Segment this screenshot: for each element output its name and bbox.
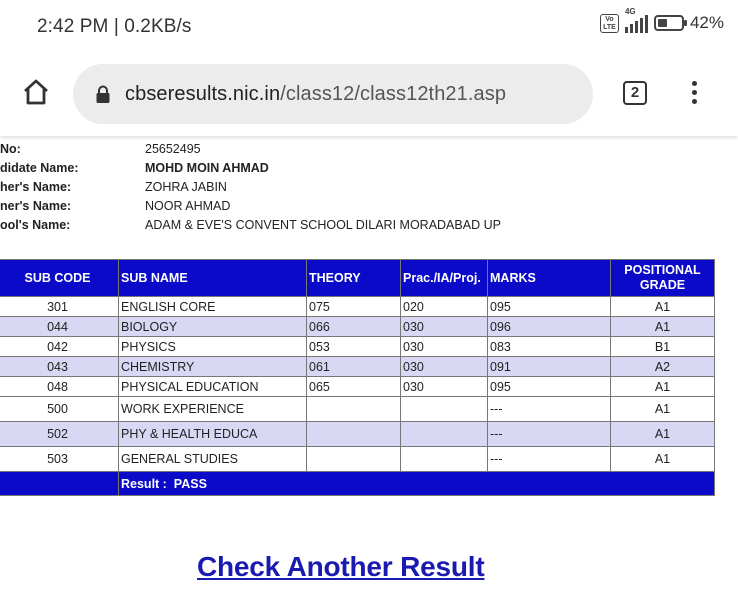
- table-row: [0, 397, 715, 422]
- battery-percent: 42%: [689, 13, 724, 32]
- prac: [401, 447, 488, 472]
- sub-code: 502: [0, 422, 119, 447]
- roll-row: [0, 142, 700, 160]
- theory: 065: [307, 377, 401, 397]
- prac: 030: [401, 377, 488, 397]
- sub-code: 500: [0, 397, 119, 422]
- table-row: [0, 447, 715, 472]
- father-label: ner's Name:: [0, 199, 72, 213]
- theory: 061: [307, 357, 401, 377]
- home-icon[interactable]: [22, 78, 50, 106]
- grade: A2: [611, 357, 715, 377]
- url-path: /class12/class12th21.asp: [280, 83, 507, 105]
- sub-code: 048: [0, 377, 119, 397]
- mother-row: [0, 180, 700, 198]
- battery-icon: [654, 15, 684, 31]
- school-value: ADAM & EVE'S CONVENT SCHOOL DILARI MORADABAD UP: [145, 218, 501, 232]
- name-value: MOHD MOIN AHMAD: [145, 161, 269, 175]
- more-vert-icon[interactable]: [692, 81, 698, 108]
- volte-icon: Vo LTE: [600, 14, 619, 33]
- sub-name: ENGLISH CORE: [119, 297, 307, 317]
- sub-name: PHYSICAL EDUCATION: [119, 377, 307, 397]
- theory: [307, 397, 401, 422]
- marks: 091: [488, 357, 611, 377]
- father-value: NOOR AHMAD: [145, 199, 231, 213]
- header-grade-line1: POSITIONAL: [624, 263, 701, 277]
- lock-icon[interactable]: [95, 85, 111, 104]
- table-row: [0, 377, 715, 397]
- url-text[interactable]: [125, 83, 506, 106]
- network-type: 4G: [624, 7, 636, 16]
- header-sub-name: SUB NAME: [119, 260, 307, 297]
- status-icons: [600, 7, 724, 33]
- prac: 030: [401, 337, 488, 357]
- sub-name: CHEMISTRY: [119, 357, 307, 377]
- table-header: [0, 260, 715, 297]
- grade: A1: [611, 317, 715, 337]
- mother-value: ZOHRA JABIN: [145, 180, 227, 194]
- marks: ---: [488, 447, 611, 472]
- marks: ---: [488, 422, 611, 447]
- name-label: didate Name:: [0, 161, 79, 175]
- prac: 020: [401, 297, 488, 317]
- header-prac: Prac./IA/Proj.: [401, 260, 488, 297]
- status-bar: [0, 0, 738, 52]
- marks: 096: [488, 317, 611, 337]
- sub-name: PHYSICS: [119, 337, 307, 357]
- grade: B1: [611, 337, 715, 357]
- marks: 095: [488, 297, 611, 317]
- prac: 030: [401, 317, 488, 337]
- sub-code: 043: [0, 357, 119, 377]
- table-row: [0, 337, 715, 357]
- header-sub-code: SUB CODE: [0, 260, 119, 297]
- grade: A1: [611, 397, 715, 422]
- sub-name: PHY & HEALTH EDUCA: [119, 422, 307, 447]
- roll-value: 25652495: [145, 142, 201, 156]
- prac: 030: [401, 357, 488, 377]
- sub-name: GENERAL STUDIES: [119, 447, 307, 472]
- table-row: [0, 317, 715, 337]
- header-theory: THEORY: [307, 260, 401, 297]
- result-value: PASS: [173, 476, 207, 491]
- sub-code: 042: [0, 337, 119, 357]
- sub-code: 044: [0, 317, 119, 337]
- check-another-result-link[interactable]: Check Another Result: [197, 551, 485, 582]
- theory: 075: [307, 297, 401, 317]
- header-marks: MARKS: [488, 260, 611, 297]
- result-label: Result :: [121, 476, 167, 491]
- name-row: [0, 161, 700, 179]
- theory: 053: [307, 337, 401, 357]
- result-row: [0, 472, 715, 496]
- result-cell: [119, 472, 715, 496]
- header-grade: [611, 260, 715, 297]
- prac: [401, 422, 488, 447]
- sub-name: BIOLOGY: [119, 317, 307, 337]
- table-row: [0, 357, 715, 377]
- mother-label: her's Name:: [0, 180, 72, 194]
- theory: 066: [307, 317, 401, 337]
- url-host: cbseresults.nic.in: [125, 83, 281, 105]
- table-row: [0, 422, 715, 447]
- sub-code: 301: [0, 297, 119, 317]
- address-bar[interactable]: [73, 64, 593, 124]
- marks: 095: [488, 377, 611, 397]
- theory: [307, 447, 401, 472]
- grade: A1: [611, 377, 715, 397]
- father-row: [0, 199, 700, 217]
- table-row: [0, 297, 715, 317]
- signal-icon: [624, 7, 648, 33]
- grade: A1: [611, 422, 715, 447]
- browser-toolbar: [0, 52, 738, 136]
- grade: A1: [611, 447, 715, 472]
- prac: [401, 397, 488, 422]
- status-time: 2:42 PM | 0.2KB/s: [37, 16, 192, 37]
- tab-switcher-button[interactable]: 2: [623, 81, 647, 105]
- theory: [307, 422, 401, 447]
- roll-label: No:: [0, 142, 21, 156]
- sub-name: WORK EXPERIENCE: [119, 397, 307, 422]
- sub-code: 503: [0, 447, 119, 472]
- school-row: [0, 218, 700, 236]
- school-label: ool's Name:: [0, 218, 71, 232]
- marks: 083: [488, 337, 611, 357]
- header-grade-line2: GRADE: [639, 278, 686, 292]
- results-table: [0, 259, 715, 496]
- marks: ---: [488, 397, 611, 422]
- grade: A1: [611, 297, 715, 317]
